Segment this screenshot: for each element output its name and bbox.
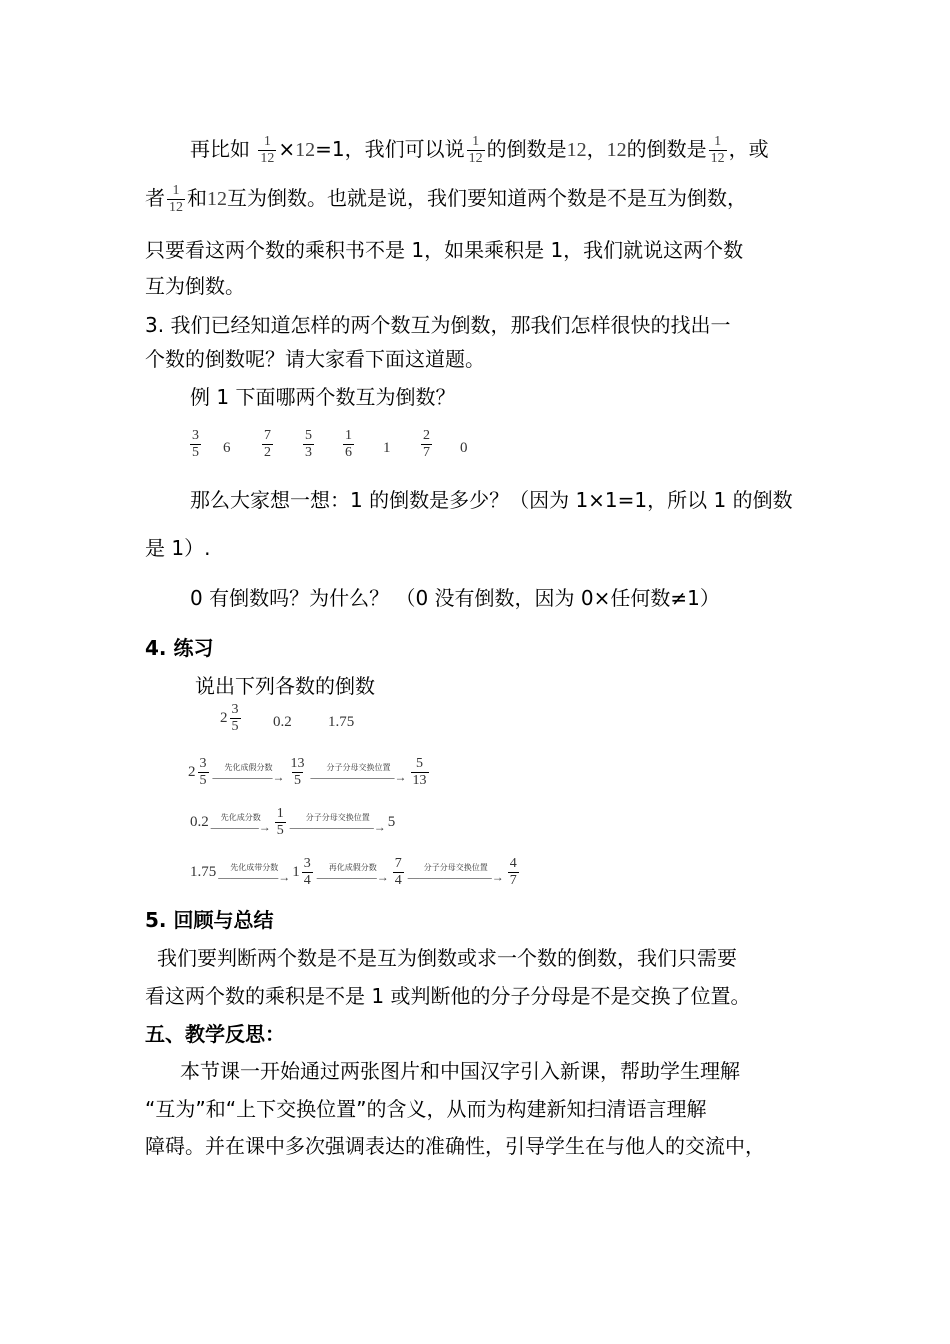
solution-row-3: 1.75 先化成带分数 —————→ 1 $\frac{3}{4}$ 再化成假分数 —————→ $\frac{7}{4}$ 分子分母交换位置 ———————→ $\frac{4}{7}$	[190, 855, 517, 888]
number-item: $\frac{5}{3}$	[305, 428, 312, 460]
example-1: 例 1 下面哪两个数互为倒数？	[190, 385, 456, 409]
fraction: $\frac{1}{12}$	[468, 134, 483, 166]
sec6-line1: 本节课一开始通过两张图片和中国汉字引入新课，帮助学生理解	[180, 1059, 740, 1083]
solution-row-2: 0.2 先化成分数 ————→ $\frac{1}{5}$ 分子分母交换位置 ———————→ 5	[190, 805, 396, 838]
arrow: 分子分母交换位置 ———————→	[289, 812, 386, 834]
sec4-prompt: 说出下列各数的倒数	[195, 674, 375, 698]
number-item: $\frac{2}{7}$	[423, 428, 430, 460]
sec5-line1: 我们要判断两个数是不是互为倒数或求一个数的倒数，我们只需要	[157, 946, 737, 970]
para1-line2: 者 $\frac{1}{12}$ 和12互为倒数。也就是说，我们要知道两个数是不是互为倒数，	[145, 183, 747, 215]
question-1b: 是 1）.	[145, 536, 211, 560]
solution-row-1: 2 $\frac{3}{5}$ 先化成假分数 —————→ $\frac{13}{5}$ 分子分母交换位置 ———————→ $\frac{5}{13}$	[188, 755, 427, 788]
fraction: $\frac{1}{12}$	[710, 134, 725, 166]
sec4-title: 4. 练习	[145, 636, 214, 660]
mixed-number: 2 $\frac{3}{5}$	[220, 702, 239, 734]
sec3-line1: 3. 我们已经知道怎样的两个数互为倒数，那我们怎样很快的找出一	[145, 313, 731, 337]
sec6-title: 五、教学反思：	[145, 1022, 285, 1046]
para1-line1: 再比如 $\frac{1}{12}$ ×12=1，我们可以说 $\frac{1}{12}$ 的倒数是12，12的倒数是 $\frac{1}{12}$ ，或	[190, 134, 769, 166]
arrow: 分子分母交换位置 ———————→	[407, 862, 504, 884]
example-numbers	[188, 428, 488, 472]
arrow: 分子分母交换位置 ———————→	[310, 762, 407, 784]
sec5-title: 5. 回顾与总结	[145, 908, 274, 932]
sec5-line2: 看这两个数的乘积是不是 1 或判断他的分子分母是不是交换了位置。	[145, 984, 751, 1008]
number-item: 0	[460, 440, 468, 456]
para1-line3: 只要看这两个数的乘积书不是 1，如果乘积是 1，我们就说这两个数	[145, 238, 744, 262]
decimal-item: 1.75	[328, 714, 355, 730]
arrow: 先化成带分数 —————→	[218, 862, 291, 884]
number-item: $\frac{1}{6}$	[345, 428, 352, 460]
para1-line4: 互为倒数。	[145, 274, 245, 298]
sec6-line3: 障碍。并在课中多次强调表达的准确性，引导学生在与他人的交流中，	[145, 1134, 765, 1158]
arrow: 再化成假分数 —————→	[316, 862, 389, 884]
arrow: 先化成分数 ————→	[210, 812, 271, 834]
exercise-list	[220, 702, 420, 744]
decimal-item: 0.2	[273, 714, 292, 730]
number-item: $\frac{3}{5}$	[192, 428, 199, 460]
fraction: $\frac{1}{12}$	[169, 183, 183, 215]
number-item: $\frac{7}{2}$	[264, 428, 271, 460]
number-item: 1	[383, 440, 391, 456]
question-2: 0 有倒数吗？为什么？ （0 没有倒数，因为 0×任何数≠1）	[190, 586, 720, 610]
arrow: 先化成假分数 —————→	[212, 762, 285, 784]
sec6-line2: “互为”和“上下交换位置”的含义，从而为构建新知扫清语言理解	[145, 1097, 707, 1121]
question-1a: 那么大家想一想：1 的倒数是多少？（因为 1×1=1，所以 1 的倒数	[190, 488, 793, 512]
number-item: 6	[223, 440, 231, 456]
sec3-line2: 个数的倒数呢？请大家看下面这道题。	[145, 347, 485, 371]
fraction: $\frac{1}{12}$	[260, 134, 275, 166]
